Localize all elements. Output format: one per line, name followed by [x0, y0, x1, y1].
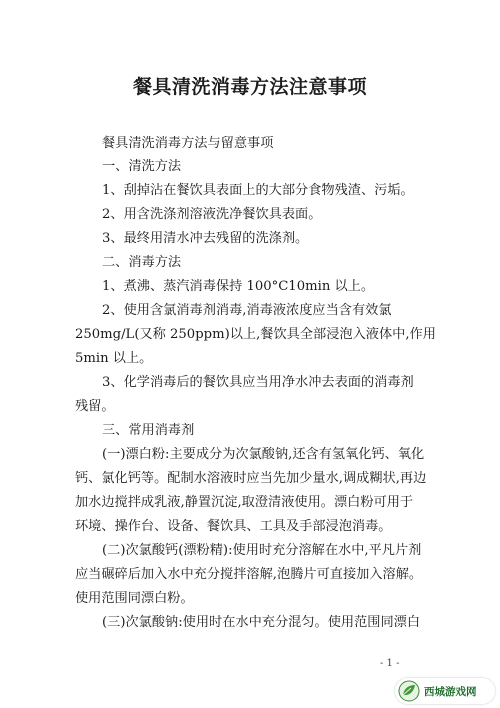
paragraph-line: 1、煮沸、蒸汽消毒保持 100°C10min 以上。	[102, 279, 375, 294]
subtitle-line: 餐具清洗消毒方法与留意事项	[102, 136, 274, 151]
paragraph-line: 使用范围同漂白粉。	[75, 591, 194, 606]
watermark-text: 西城游戏网	[424, 685, 477, 698]
paragraph-line: 环境、操作台、设备、餐饮具、工具及手部浸泡消毒。	[75, 519, 392, 534]
paragraph-line: 250mg/L(又称 250ppm)以上,餐饮具全部浸泡入液体中,作用	[75, 327, 436, 342]
paragraph-line: 残留。	[75, 399, 115, 414]
document-title: 餐具清洗消毒方法注意事项	[132, 76, 367, 98]
paragraph-line: 3、化学消毒后的餐饮具应当用净水冲去表面的消毒剂	[102, 375, 414, 390]
paragraph-line: 应当碾碎后加入水中充分搅拌溶解,泡腾片可直接加入溶解。	[75, 567, 423, 582]
section-heading: 二、消毒方法	[102, 255, 182, 270]
leaf-logo-icon	[398, 680, 420, 702]
paragraph-line: (三)次氯酸钠:使用时在水中充分混匀。使用范围同漂白	[102, 615, 421, 630]
paragraph-line: 加水边搅拌成乳液,静置沉淀,取澄清液使用。漂白粉可用于	[75, 495, 414, 510]
paragraph-line: 3、最终用清水冲去残留的洗涤剂。	[102, 231, 309, 246]
paragraph-line: (一)漂白粉:主要成分为次氯酸钠,还含有氢氧化钙、氧化	[102, 447, 425, 462]
paragraph-line: 5min 以上。	[75, 351, 153, 366]
paragraph-line: (二)次氯酸钙(漂粉精):使用时充分溶解在水中,平凡片剂	[102, 543, 422, 558]
paragraph-line: 1、刮掉沾在餐饮具表面上的大部分食物残渣、污垢。	[102, 183, 414, 198]
paragraph-line: 2、用含洗涤剂溶液洗净餐饮具表面。	[102, 207, 322, 222]
watermark-badge[interactable]	[395, 678, 495, 704]
section-heading: 三、常用消毒剂	[102, 423, 195, 438]
page-number: - 1 -	[380, 658, 400, 669]
paragraph-line: 钙、氯化钙等。配制水溶液时应当先加少量水,调成糊状,再边	[75, 471, 427, 486]
paragraph-line: 2、使用含氯消毒剂消毒,消毒液浓度应当含有效氯	[102, 303, 392, 318]
section-heading: 一、清洗方法	[102, 159, 182, 174]
